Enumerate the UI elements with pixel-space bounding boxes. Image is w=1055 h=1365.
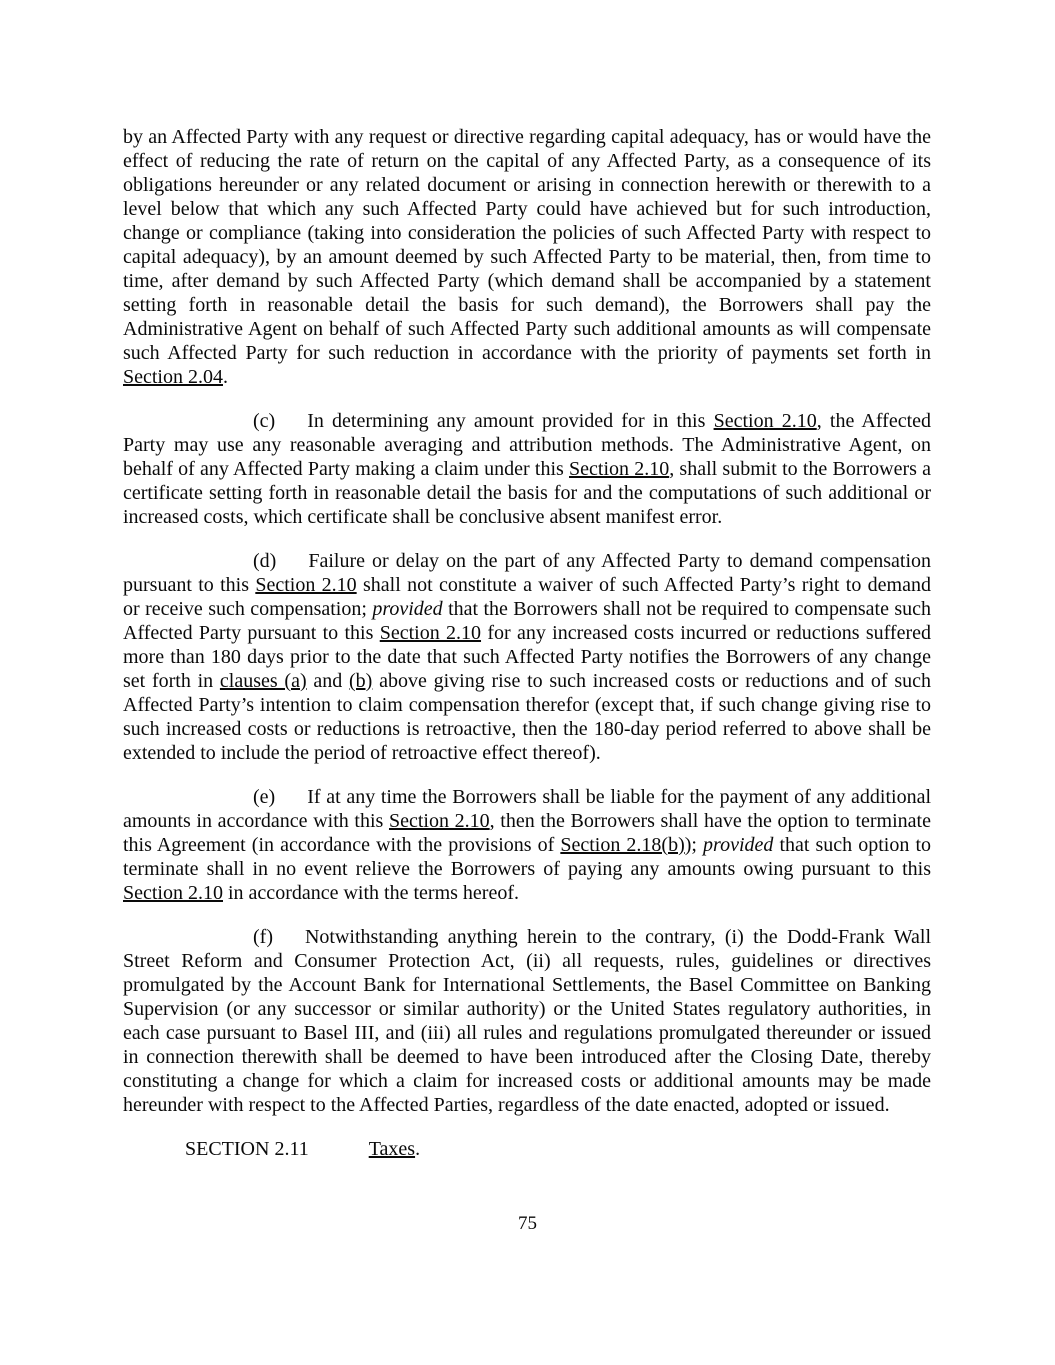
section-heading-2-11 xyxy=(123,1137,931,1161)
text-run-normal: , shall submit to the Borrowers a certificate setting forth in reasonable detail the basis for and the computations of such additional or increased costs, which certificate shall be conclusive absent manifest error. xyxy=(123,458,931,528)
text-run-normal: . xyxy=(415,1138,421,1160)
text-run-underline: (b) xyxy=(349,670,373,692)
text-run-underline: Taxes xyxy=(368,1138,416,1160)
paragraph-e xyxy=(123,785,931,905)
text-run-normal: (e) xyxy=(253,786,276,808)
text-run-normal: that the Borrowers shall not be required to compensate such Affected Party pursuant to this xyxy=(123,598,932,644)
text-run-normal: If at any time the Borrowers shall be liable for the payment of any additional amounts in accordance with this xyxy=(123,786,931,832)
text-run-underline: Section 2.18(b) xyxy=(560,834,685,856)
text-run-underline: Section 2.04 xyxy=(123,366,223,388)
text-run-underline: Section 2.10 xyxy=(569,458,670,480)
text-run-normal: by an Affected Party with any request or directive regarding capital adequacy, has or would have the effect of reducing the rate of return on the capital of any Affected Party, as a consequence of its obligations hereunder or any related document or arising in connection herewith or therewith to a level below that which any such Affected Party could have achieved but for such introduction, change or compliance (taking into consideration the policies of such Affected Party with respect to capital adequacy), by an amount deemed by such Affected Party to be material, then, from time to time, after demand by such Affected Party (which demand shall be accompanied by a statement setting forth in reasonable detail the basis for such demand), the Borrowers shall pay the Administrative Agent on behalf of such Affected Party such additional amounts as will compensate such Affected Party for such reduction in accordance with the priority of payments set forth in xyxy=(123,126,931,364)
page-content xyxy=(123,125,931,1161)
text-run-normal: and xyxy=(306,670,349,692)
text-run-normal: (f) xyxy=(253,926,273,948)
text-run-normal: that such option to terminate shall in no event relieve the Borrowers of paying any amounts owing pursuant to this xyxy=(123,834,931,880)
text-run-italic: provided xyxy=(703,834,774,856)
text-run-underline: Section 2.10 xyxy=(379,622,482,644)
text-run-normal: (c) xyxy=(253,410,276,432)
text-run-normal: shall not constitute a waiver of such Affected Party’s right to demand or receive such compensation; xyxy=(123,574,931,620)
text-run-normal: SECTION 2.11 xyxy=(185,1138,309,1160)
text-run-underline: Section 2.10 xyxy=(255,574,357,596)
text-run-normal: (d) xyxy=(253,550,277,572)
text-run-underline: Section 2.10 xyxy=(123,882,223,904)
page-number: 75 xyxy=(518,1213,537,1234)
text-run-normal: in accordance with the terms hereof. xyxy=(223,882,519,904)
paragraph-f xyxy=(123,925,931,1117)
text-run-normal: , the Affected Party may use any reasonable averaging and attribution methods. The Administrative Agent, on behalf of any Affected Party making a claim under this xyxy=(123,410,932,480)
text-run-normal: Failure or delay on the part of any Affected Party to demand compensation pursuant to this xyxy=(123,550,931,596)
paragraph-d xyxy=(123,549,931,765)
paragraph-c xyxy=(123,409,931,529)
text-run-normal: In determining any amount provided for in this xyxy=(307,410,714,432)
text-run-normal: Notwithstanding anything herein to the contrary, (i) the Dodd-Frank Wall Street Reform and Consumer Protection Act, (ii) all requests, rules, guidelines or directives promulgated by the Account Bank for International Settlements, the Basel Committee on Banking Supervision (or any successor or similar authority) or the United States regulatory authorities, in each case pursuant to Basel III, and (iii) all rules and regulations promulgated thereunder or issued in connection therewith shall be deemed to have been introduced after the Closing Date, thereby constituting a change for which a claim for increased costs or additional amounts may be made hereunder with respect to the Affected Parties, regardless of the date enacted, adopted or issued. xyxy=(123,926,931,1116)
text-run-normal: ); xyxy=(684,834,704,856)
text-run-underline: Section 2.10 xyxy=(388,810,490,832)
text-run-underline: clauses (a) xyxy=(219,670,307,692)
paragraph-continuation xyxy=(123,125,931,389)
text-run-normal: , then the Borrowers shall have the option to terminate this Agreement (in accordance with the provisions of xyxy=(123,810,931,856)
text-run-normal: above giving rise to such increased costs or reductions and of such Affected Party’s intention to claim compensation therefor (except that, if such change giving rise to such increased costs or reductions is retroactive, then the 180-day period referred to above shall be extended to include the period of retroactive effect thereof). xyxy=(123,670,931,764)
text-run-normal: . xyxy=(223,366,228,388)
text-run-italic: provided xyxy=(372,598,443,620)
text-run-underline: Section 2.10 xyxy=(713,410,817,432)
text-run-normal: for any increased costs incurred or reductions suffered more than 180 days prior to the date that such Affected Party notifies the Borrowers of any change set forth in xyxy=(123,622,932,692)
